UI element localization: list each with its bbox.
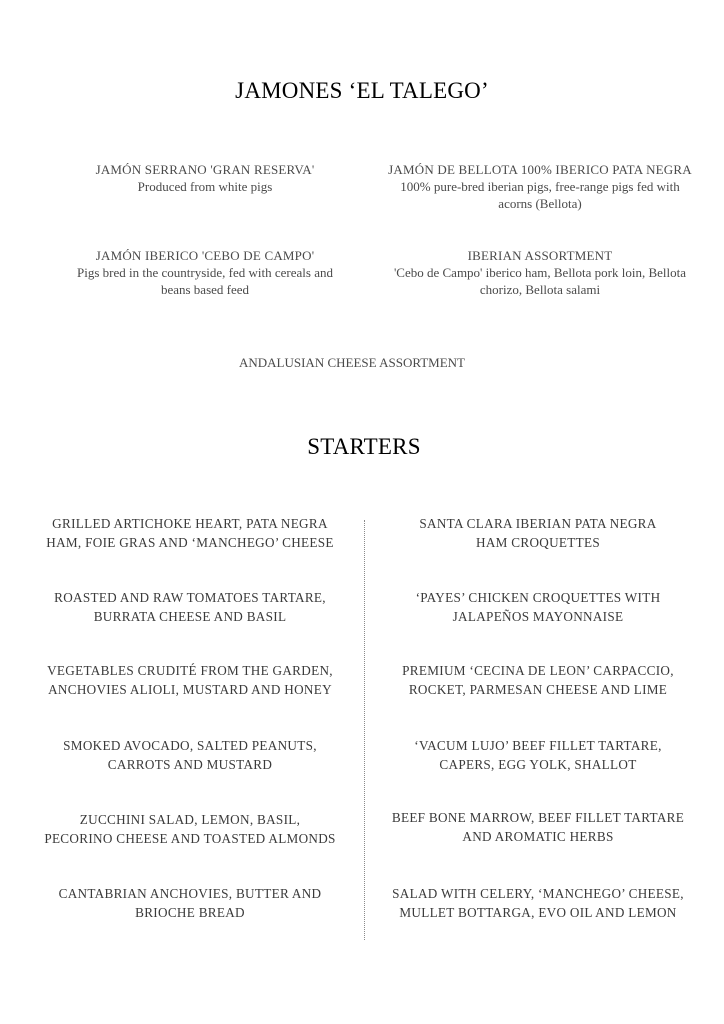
item-description: 'Cebo de Campo' iberico ham, Bellota pork loin, Bellota chorizo, Bellota salami bbox=[393, 265, 687, 297]
column-divider bbox=[364, 520, 365, 940]
menu-item-iberico-cebo bbox=[75, 247, 335, 298]
starter-right-1: SANTA CLARA IBERIAN PATA NEGRA HAM CROQUETTES bbox=[419, 516, 657, 550]
starter-left-1: GRILLED ARTICHOKE HEART, PATA NEGRA HAM, FOIE GRAS AND ‘MANCHEGO’ CHEESE bbox=[46, 516, 334, 550]
starter-left-6: CANTABRIAN ANCHOVIES, BUTTER AND BRIOCHE BREAD bbox=[58, 886, 322, 920]
starter-left-3: VEGETABLES CRUDITÉ FROM THE GARDEN, ANCHOVIES ALIOLI, MUSTARD AND HONEY bbox=[47, 663, 333, 697]
starter-right-6: SALAD WITH CELERY, ‘MANCHEGO’ CHEESE, MULLET BOTTARGA, EVO OIL AND LEMON bbox=[392, 886, 684, 920]
item-description: Pigs bred in the countryside, fed with cereals and beans based feed bbox=[77, 265, 333, 297]
starter-right-5: BEEF BONE MARROW, BEEF FILLET TARTARE AND AROMATIC HERBS bbox=[391, 810, 685, 844]
item-name: JAMÓN SERRANO 'GRAN RESERVA' bbox=[95, 162, 315, 177]
menu-item-bellota bbox=[370, 161, 710, 212]
menu-item-serrano bbox=[60, 161, 350, 195]
menu-item-cheese: ANDALUSIAN CHEESE ASSORTMENT bbox=[238, 355, 465, 370]
item-name: JAMÓN DE BELLOTA 100% IBERICO PATA NEGRA bbox=[388, 162, 692, 177]
item-name: JAMÓN IBERICO 'CEBO DE CAMPO' bbox=[95, 248, 315, 263]
menu-item-iberian-assortment bbox=[390, 247, 690, 298]
starter-left-4: SMOKED AVOCADO, SALTED PEANUTS, CARROTS AND MUSTARD bbox=[63, 738, 317, 772]
starter-right-4: ‘VACUM LUJO’ BEEF FILLET TARTARE, CAPERS, EGG YOLK, SHALLOT bbox=[414, 738, 662, 772]
item-description: Produced from white pigs bbox=[137, 179, 273, 194]
starter-right-2: ‘PAYES’ CHICKEN CROQUETTES WITH JALAPEÑOS MAYONNAISE bbox=[415, 590, 661, 624]
item-description: 100% pure-bred iberian pigs, free-range pigs fed with acorns (Bellota) bbox=[400, 179, 680, 211]
item-name: IBERIAN ASSORTMENT bbox=[467, 248, 613, 263]
starter-left-2: ROASTED AND RAW TOMATOES TARTARE, BURRATA CHEESE AND BASIL bbox=[54, 590, 326, 624]
starter-left-5: ZUCCHINI SALAD, LEMON, BASIL, PECORINO CHEESE AND TOASTED ALMONDS bbox=[44, 812, 336, 846]
starter-right-3: PREMIUM ‘CECINA DE LEON’ CARPACCIO, ROCKET, PARMESAN CHEESE AND LIME bbox=[402, 663, 674, 697]
starters-title: STARTERS bbox=[307, 434, 421, 459]
jamones-title: JAMONES ‘EL TALEGO’ bbox=[235, 78, 489, 103]
